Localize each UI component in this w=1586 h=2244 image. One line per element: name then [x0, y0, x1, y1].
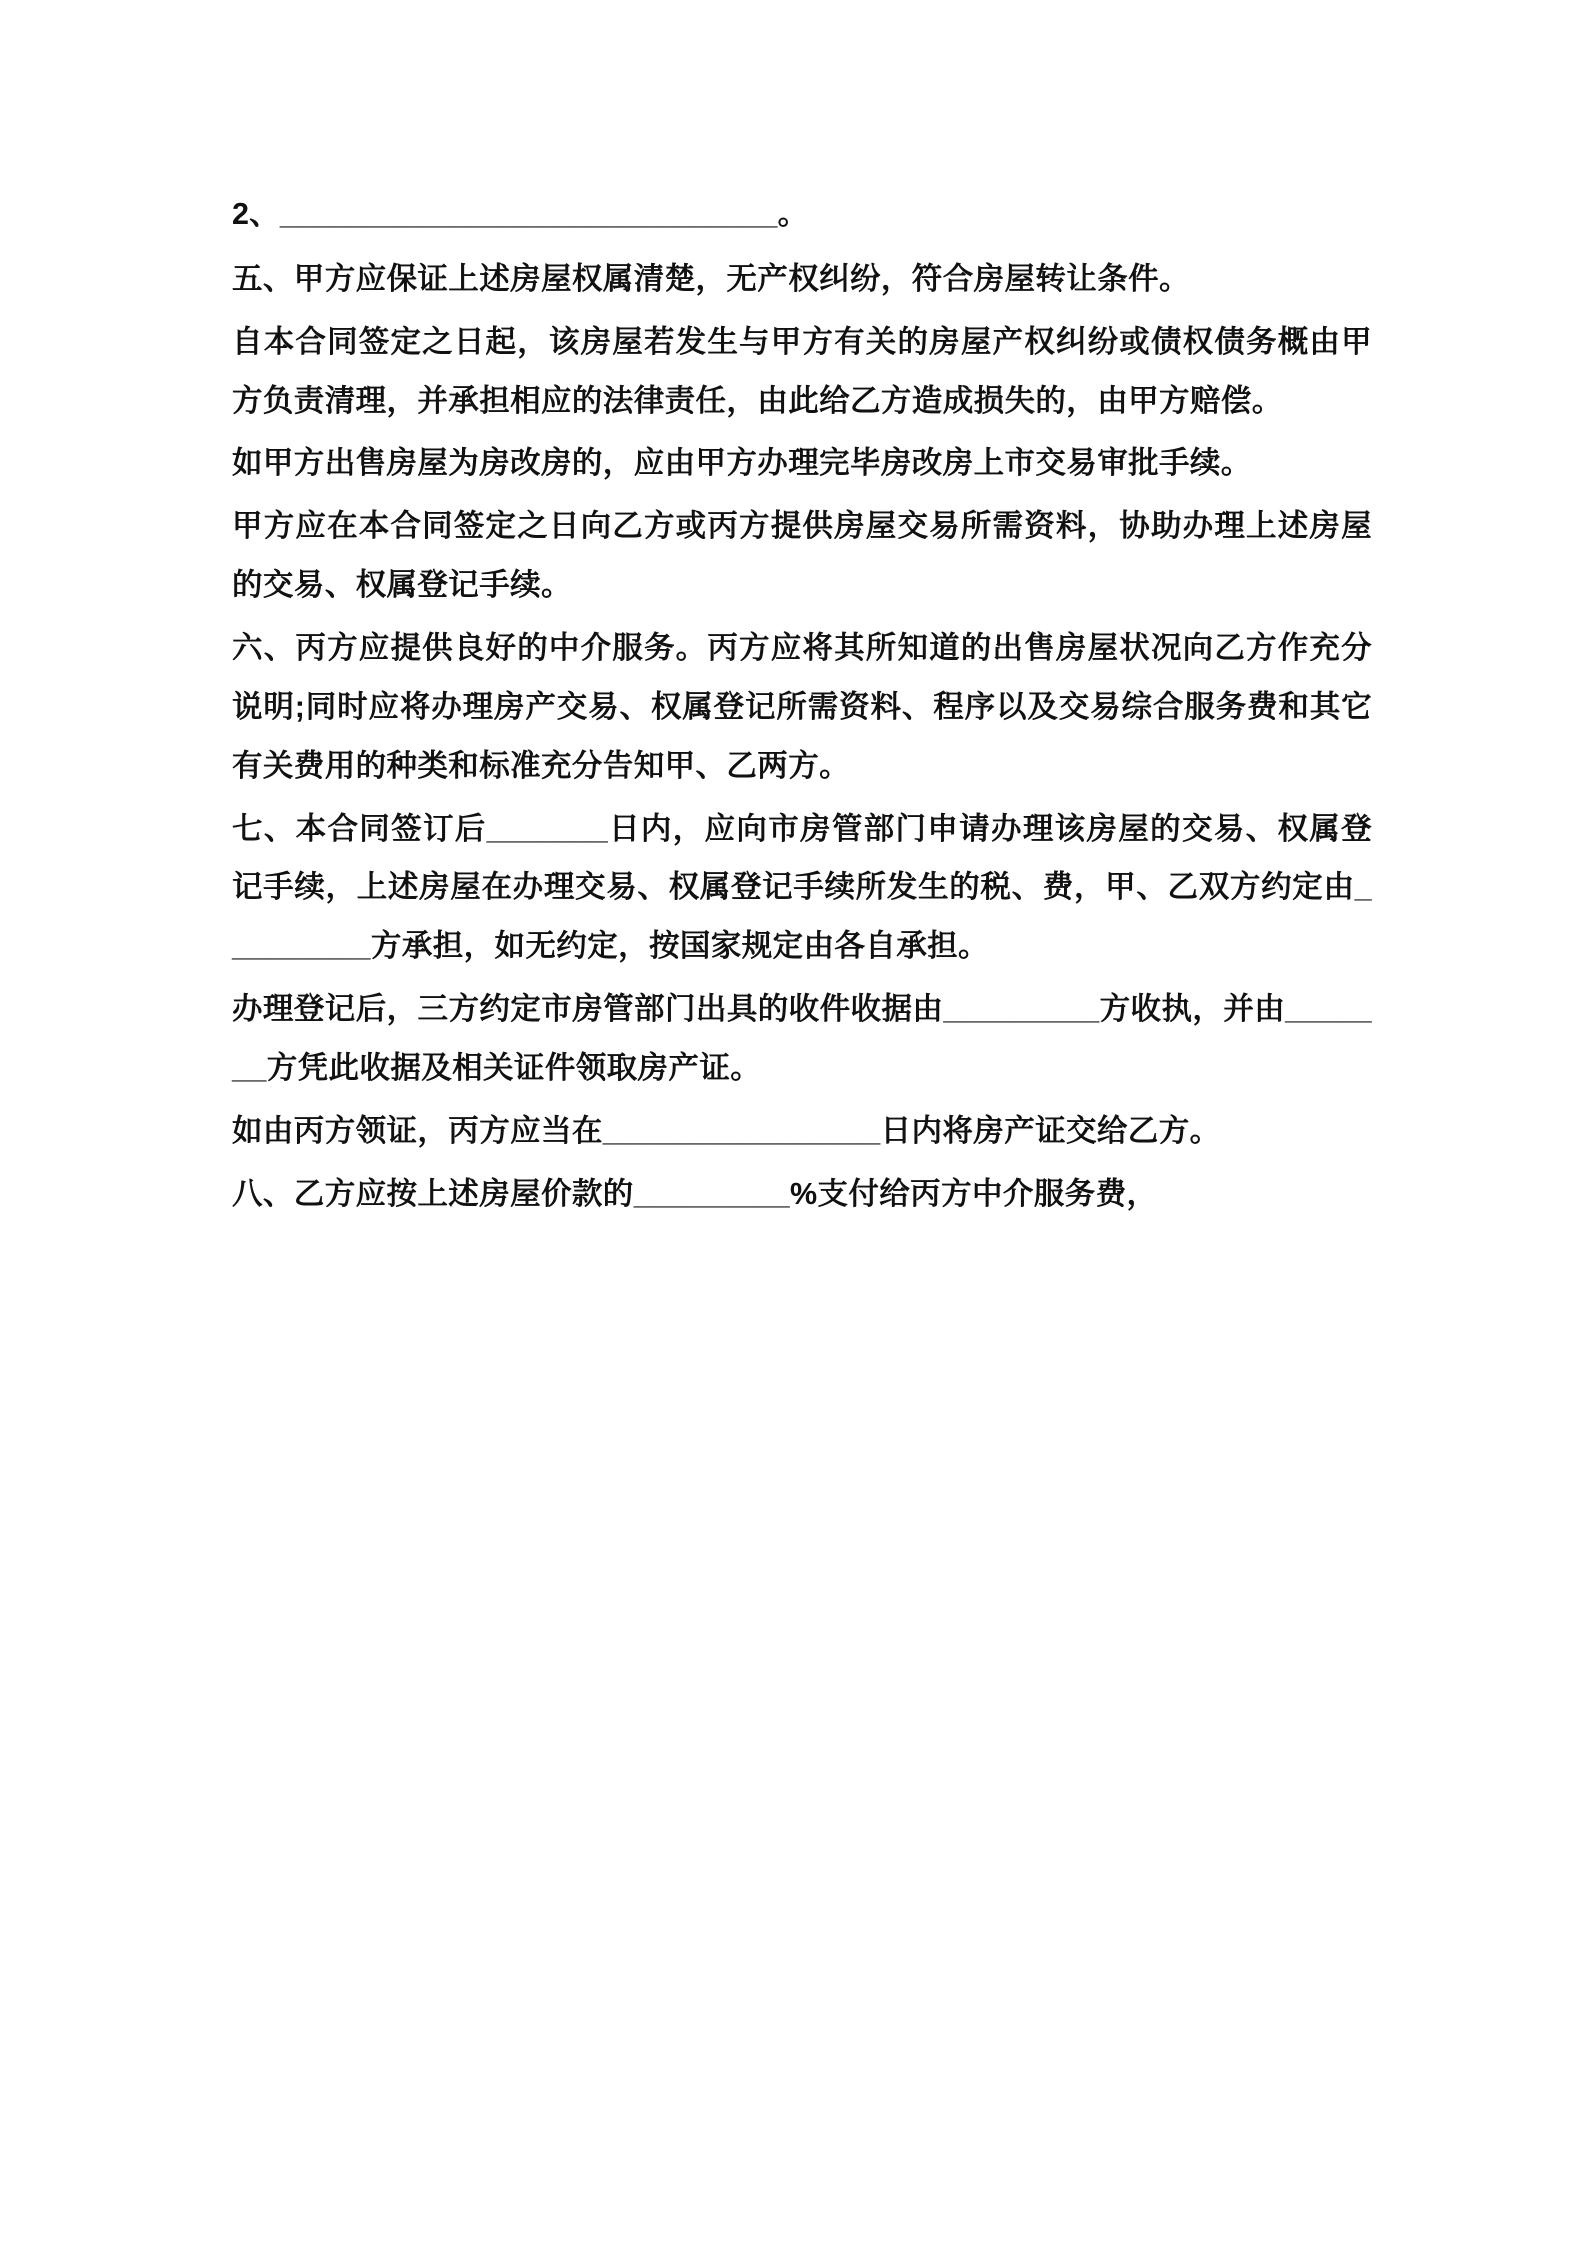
paragraph-clause-7-3: 如由丙方领证，丙方应当在________________日内将房产证交给乙方。 — [232, 1113, 1221, 1148]
paragraph-clause-8: 八、乙方应按上述房屋价款的_________%支付给丙方中介服务费， — [232, 1176, 1158, 1211]
paragraph-clause-6: 六、丙方应提供良好的中介服务。丙方应将其所知道的出售房屋状况向乙方作充分说明;同时应将办理房产交易、权属登记所需资料、程序以及交易综合服务费和其它有关费用的种类和标准充分告知甲、乙两方。 — [232, 631, 1372, 783]
paragraph-clause-7-2: 办理登记后，三方约定市房管部门出具的收件收据由_________方收执，并由_______方凭此收据及相关证件领取房产证。 — [232, 992, 1372, 1086]
paragraph-clause-7-1: 七、本合同签订后_______日内，应向市房管部门申请办理该房屋的交易、权属登记手续，上述房屋在办理交易、权属登记手续所发生的税、费，甲、乙双方约定由_________方承担，如无约定，按国家规定由各自承担。 — [232, 811, 1372, 964]
paragraph-clause-5-2: 自本合同签定之日起，该房屋若发生与甲方有关的房屋产权纠纷或债权债务概由甲方负责清理，并承担相应的法律责任，由此给乙方造成损失的，由甲方赔偿。 — [232, 324, 1372, 418]
paragraph-clause-5-4: 甲方应在本合同签定之日向乙方或丙方提供房屋交易所需资料，协助办理上述房屋的交易、权属登记手续。 — [232, 509, 1372, 603]
paragraph-clause-5-1: 五、甲方应保证上述房屋权属清楚，无产权纠纷，符合房屋转让条件。 — [232, 261, 1190, 296]
paragraph-clause-5-3: 如甲方出售房屋为房改房的，应由甲方办理完毕房改房上市交易审批手续。 — [232, 446, 1252, 481]
paragraph-item-2-blank: 2、_____________________________。 — [232, 197, 809, 231]
document-body — [232, 185, 1372, 1224]
